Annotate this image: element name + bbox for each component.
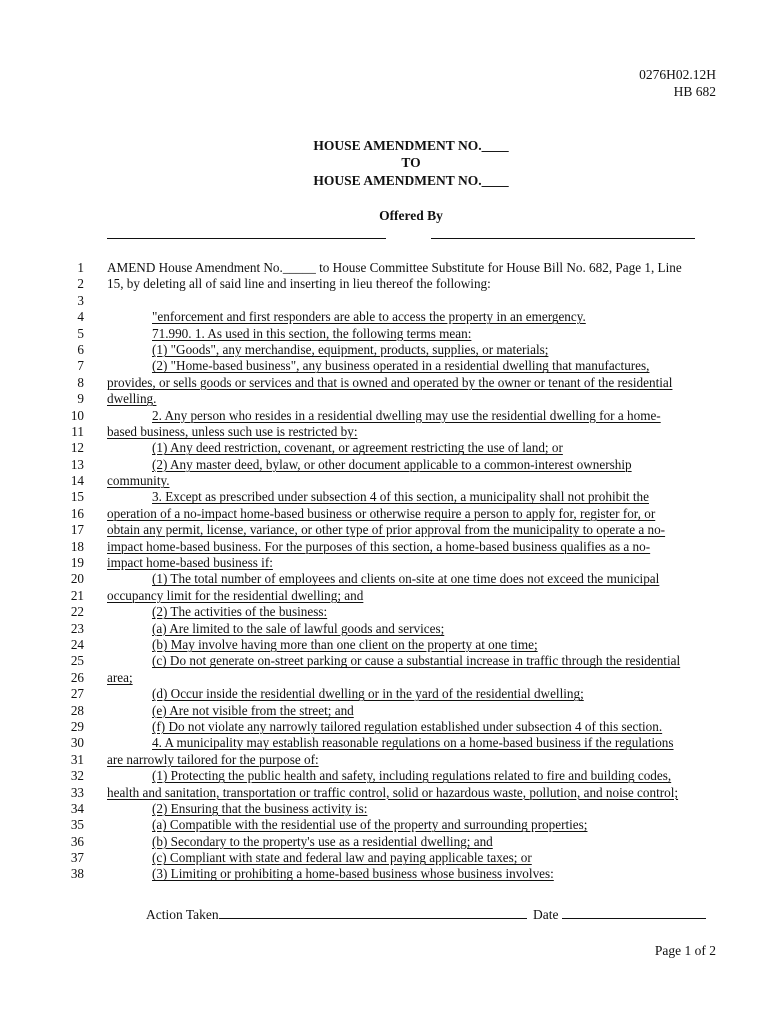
text-line	[0, 342, 770, 358]
line-text-content: AMEND House Amendment No._____ to House Committee Substitute for House Bill No. 682, Page 1, Line	[107, 260, 682, 275]
line-text-content: (e) Are not visible from the street; and	[152, 702, 354, 718]
line-text-content: (c) Do not generate on-street parking or cause a substantial increase in traffic through the residential	[152, 653, 681, 669]
line-number: 12	[70, 440, 84, 456]
line-text-content: (b) Secondary to the property's use as a residential dwelling; and	[152, 833, 493, 849]
line-text	[152, 604, 714, 620]
line-text-content: 71.990. 1. As used in this section, the following terms mean:	[152, 325, 472, 341]
line-number: 9	[77, 391, 84, 407]
line-number: 28	[70, 702, 84, 718]
line-number: 3	[77, 292, 84, 308]
text-line	[0, 719, 770, 735]
text-line	[0, 604, 770, 620]
line-text	[107, 670, 714, 686]
line-text	[152, 637, 714, 653]
date-label: Date	[533, 907, 559, 922]
line-text	[152, 653, 714, 669]
amendment-body	[0, 260, 770, 883]
line-text	[107, 260, 714, 276]
line-text-content: 15, by deleting all of said line and inserting in lieu thereof the following:	[107, 276, 491, 292]
line-number: 1	[77, 260, 84, 275]
line-text-content: 4. A municipality may establish reasonable regulations on a home-based business if the regulations	[152, 735, 674, 751]
page-number: Page 1 of 2	[654, 943, 716, 958]
date-line	[562, 906, 706, 919]
line-text-content: occupancy limit for the residential dwelling; and	[107, 587, 364, 603]
line-text	[152, 457, 714, 473]
line-number: 23	[70, 620, 84, 636]
line-text-content: impact home-based business if:	[107, 555, 273, 571]
line-number: 15	[70, 489, 84, 505]
line-text-content: (1) "Goods", any merchandise, equipment, products, supplies, or materials;	[152, 341, 549, 357]
line-text-content: (f) Do not violate any narrowly tailored regulation established under subsection 4 of this section.	[152, 718, 663, 734]
line-text	[107, 555, 714, 571]
line-text-content: provides, or sells goods or services and that is owned and operated by the owner or tenant of the residential	[107, 374, 673, 390]
line-text	[152, 735, 714, 751]
line-text-content: (d) Occur inside the residential dwelling or in the yard of the residential dwelling;	[152, 686, 584, 702]
line-number: 2	[77, 276, 84, 292]
line-text	[107, 752, 714, 768]
line-text	[152, 686, 714, 702]
line-number: 25	[70, 653, 84, 669]
line-text	[107, 785, 714, 801]
document-code: 0276H02.12H	[639, 67, 716, 82]
line-text	[152, 326, 714, 342]
line-text-content: (2) The activities of the business:	[152, 604, 328, 620]
text-line	[0, 375, 770, 391]
line-text-content: (3) Limiting or prohibiting a home-based business whose business involves:	[152, 866, 554, 882]
sponsor-signature-line-right	[431, 238, 695, 239]
text-line	[0, 408, 770, 424]
line-text	[152, 621, 714, 637]
line-text	[152, 817, 714, 833]
text-line	[0, 735, 770, 751]
amendment-title-line3: HOUSE AMENDMENT NO.____	[313, 173, 509, 188]
line-number: 10	[70, 407, 84, 423]
action-taken-row	[146, 906, 706, 923]
line-text-content: area;	[107, 669, 133, 685]
line-text-content: (1) The total number of employees and clients on-site at one time does not exceed the municipal	[152, 571, 660, 587]
line-text	[152, 358, 714, 374]
line-text-content: (a) Compatible with the residential use of the property and surrounding properties;	[152, 817, 588, 833]
text-line	[0, 653, 770, 669]
line-text-content: based business, unless such use is restricted by:	[107, 423, 358, 439]
line-number: 31	[70, 751, 84, 767]
text-line	[0, 276, 770, 292]
line-text	[152, 768, 714, 784]
text-line	[0, 817, 770, 833]
text-line	[0, 260, 770, 276]
line-text	[152, 342, 714, 358]
amendment-title-line1: HOUSE AMENDMENT NO.____	[313, 138, 509, 153]
text-line	[0, 457, 770, 473]
line-number: 17	[70, 522, 84, 538]
line-text-content: community.	[107, 473, 170, 489]
text-line	[0, 834, 770, 850]
line-text	[152, 408, 714, 424]
text-line	[0, 309, 770, 325]
line-number: 34	[70, 800, 84, 816]
text-line	[0, 391, 770, 407]
text-line	[0, 424, 770, 440]
text-line	[0, 850, 770, 866]
offered-by-label: Offered By	[379, 208, 443, 223]
line-number: 22	[70, 604, 84, 620]
line-text	[107, 588, 714, 604]
text-line	[0, 489, 770, 505]
bill-number: HB 682	[673, 84, 716, 99]
line-number: 30	[70, 735, 84, 751]
amendment-title-line2: TO	[401, 155, 421, 170]
line-number: 36	[70, 833, 84, 849]
sponsor-signature-line-left	[107, 238, 386, 239]
text-line	[0, 555, 770, 571]
text-line	[0, 621, 770, 637]
action-taken-label: Action Taken	[146, 907, 219, 922]
line-number: 4	[77, 309, 84, 325]
text-line	[0, 768, 770, 784]
line-text-content: operation of a no-impact home-based business or otherwise require a person to apply for, register for, or	[107, 505, 656, 521]
line-text	[107, 522, 714, 538]
text-line	[0, 866, 770, 882]
line-number: 38	[70, 866, 84, 882]
line-text	[107, 424, 714, 440]
line-text-content: 3. Except as prescribed under subsection 4 of this section, a municipality shall not prohibit the	[152, 489, 649, 505]
line-number: 33	[70, 784, 84, 800]
line-text	[152, 440, 714, 456]
line-text-content: 2. Any person who resides in a residential dwelling may use the residential dwelling for a home-	[152, 407, 661, 423]
line-number: 20	[70, 571, 84, 587]
line-text-content: dwelling.	[107, 391, 157, 407]
line-number: 5	[77, 325, 84, 341]
text-line	[0, 539, 770, 555]
line-number: 18	[70, 538, 84, 554]
line-text-content: health and sanitation, transportation or traffic control, solid or hazardous waste, pollution, and noise control;	[107, 784, 679, 800]
line-text	[152, 866, 714, 882]
line-text-content: (a) Are limited to the sale of lawful goods and services;	[152, 620, 445, 636]
line-text-content: (1) Protecting the public health and safety, including regulations related to fire and building codes,	[152, 768, 672, 784]
line-text	[152, 571, 714, 587]
line-text-content: "enforcement and first responders are able to access the property in an emergency.	[152, 309, 586, 325]
line-text-content: (c) Compliant with state and federal law and paying applicable taxes; or	[152, 850, 532, 866]
line-text-content: (2) Ensuring that the business activity is:	[152, 800, 368, 816]
line-text-content: (2) Any master deed, bylaw, or other document applicable to a common-interest ownership	[152, 456, 632, 472]
line-number: 27	[70, 686, 84, 702]
line-text-content: impact home-based business. For the purposes of this section, a home-based business qualifies as a no-	[107, 538, 651, 554]
line-number: 29	[70, 718, 84, 734]
line-number: 37	[70, 850, 84, 866]
line-text	[152, 801, 714, 817]
line-text	[152, 489, 714, 505]
line-number: 13	[70, 456, 84, 472]
line-text	[107, 506, 714, 522]
text-line	[0, 801, 770, 817]
line-number: 35	[70, 817, 84, 833]
text-line	[0, 670, 770, 686]
text-line	[0, 571, 770, 587]
line-text	[107, 539, 714, 555]
action-taken-line	[219, 906, 527, 919]
line-number: 6	[77, 341, 84, 357]
line-text	[152, 703, 714, 719]
line-text	[152, 309, 714, 325]
text-line	[0, 293, 770, 309]
line-text	[107, 391, 714, 407]
line-text-content: (2) "Home-based business", any business operated in a residential dwelling that manufactures,	[152, 358, 650, 374]
text-line	[0, 506, 770, 522]
text-line	[0, 358, 770, 374]
text-line	[0, 637, 770, 653]
line-number: 24	[70, 636, 84, 652]
text-line	[0, 522, 770, 538]
text-line	[0, 473, 770, 489]
line-number: 16	[70, 505, 84, 521]
line-text	[152, 719, 714, 735]
text-line	[0, 703, 770, 719]
line-number: 32	[70, 768, 84, 784]
line-text	[107, 276, 714, 292]
text-line	[0, 785, 770, 801]
text-line	[0, 440, 770, 456]
line-text	[107, 473, 714, 489]
line-number: 7	[77, 358, 84, 374]
line-number: 26	[70, 669, 84, 685]
line-text-content: are narrowly tailored for the purpose of:	[107, 751, 319, 767]
line-number: 21	[70, 587, 84, 603]
text-line	[0, 326, 770, 342]
line-text	[107, 375, 714, 391]
line-text-content: (b) May involve having more than one client on the property at one time;	[152, 636, 538, 652]
line-text-content: obtain any permit, license, variance, or other type of prior approval from the municipality to operate a no-	[107, 522, 666, 538]
line-number: 8	[77, 374, 84, 390]
line-text	[152, 834, 714, 850]
text-line	[0, 686, 770, 702]
line-number: 11	[71, 423, 84, 439]
line-number: 14	[70, 473, 84, 489]
line-text	[152, 850, 714, 866]
text-line	[0, 588, 770, 604]
line-text-content: (1) Any deed restriction, covenant, or agreement restricting the use of land; or	[152, 440, 563, 456]
line-number: 19	[70, 555, 84, 571]
text-line	[0, 752, 770, 768]
